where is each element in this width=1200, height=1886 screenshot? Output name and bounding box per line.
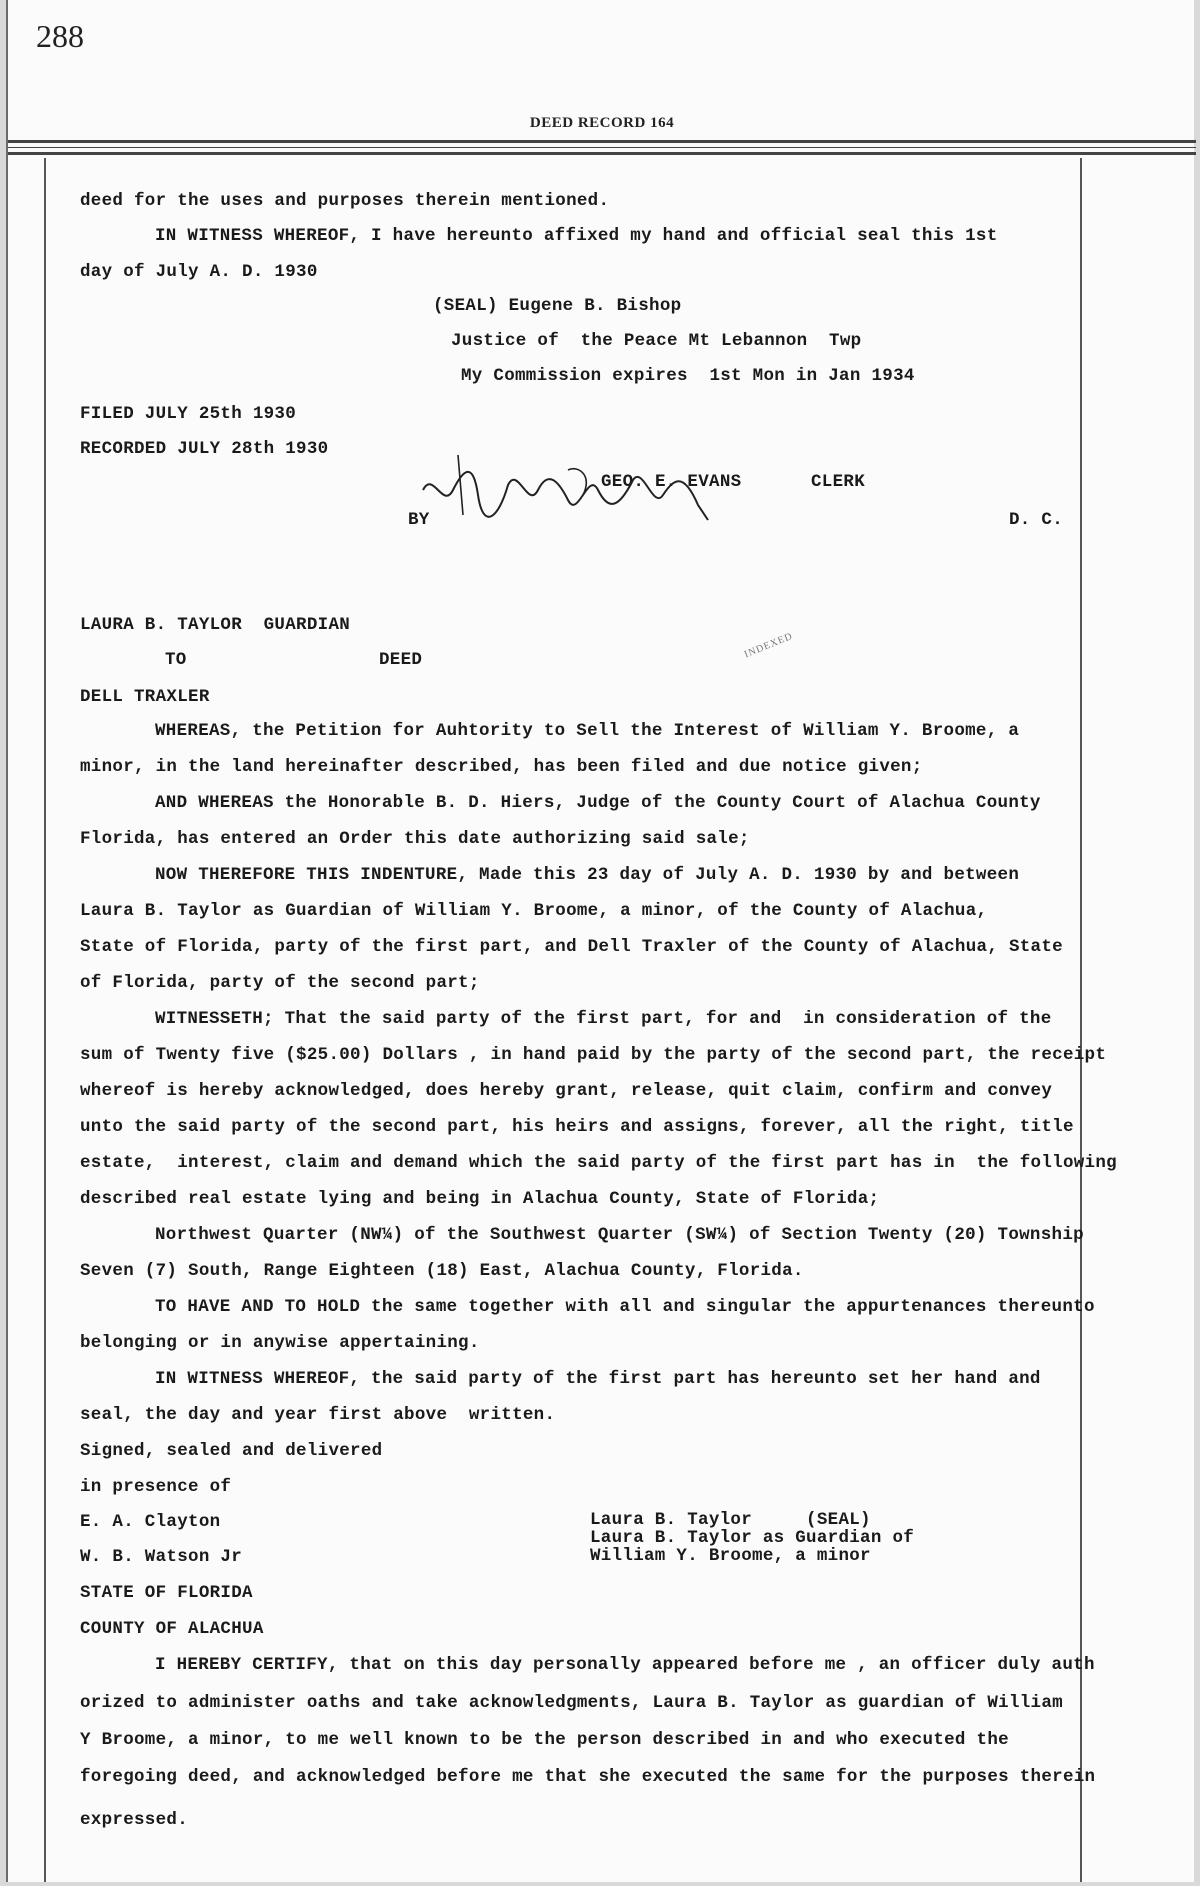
header-rule-top	[8, 140, 1196, 143]
text-line: day of July A. D. 1930	[80, 262, 318, 282]
text-line: WHEREAS, the Petition for Auhtority to Sell the Interest of William Y. Broome, a	[155, 721, 1020, 741]
text-line: William Y. Broome, a minor	[590, 1546, 871, 1566]
deputy-clerk-signature	[418, 450, 738, 550]
text-line: TO	[165, 650, 187, 670]
text-line: belonging or in anywise appertaining.	[80, 1333, 480, 1353]
text-line: COUNTY OF ALACHUA	[80, 1619, 264, 1639]
right-margin-line	[1080, 158, 1082, 1882]
text-line: IN WITNESS WHEREOF, the said party of the first part has hereunto set her hand and	[155, 1369, 1041, 1389]
text-line: CLERK	[811, 472, 866, 492]
text-line: Laura B. Taylor as Guardian of	[590, 1528, 915, 1548]
text-line: DEED	[379, 650, 423, 670]
page-number: 288	[36, 18, 84, 54]
text-line: in presence of	[80, 1477, 232, 1497]
text-line: Signed, sealed and delivered	[80, 1441, 383, 1461]
text-line: sum of Twenty five ($25.00) Dollars , in hand paid by the party of the second part, the receipt	[80, 1045, 1107, 1065]
left-margin-line	[44, 158, 46, 1882]
text-line: Northwest Quarter (NW¼) of the Southwest Quarter (SW¼) of Section Twenty (20) Township	[155, 1225, 1084, 1245]
text-line: of Florida, party of the second part;	[80, 973, 480, 993]
text-line: WITNESSETH; That the said party of the first part, for and in consideration of the	[155, 1009, 1052, 1029]
text-line: FILED JULY 25th 1930	[80, 404, 297, 424]
text-line: whereof is hereby acknowledged, does hereby grant, release, quit claim, confirm and convey	[80, 1081, 1053, 1101]
record-page	[6, 0, 1194, 1882]
text-line: DELL TRAXLER	[80, 687, 210, 707]
text-line: LAURA B. TAYLOR GUARDIAN	[80, 615, 351, 635]
text-line: (SEAL) Eugene B. Bishop	[433, 296, 682, 316]
text-line: unto the said party of the second part, his heirs and assigns, forever, all the right, title	[80, 1117, 1074, 1137]
indexed-stamp-icon: INDEXED	[742, 630, 795, 661]
header-rule-mid	[8, 147, 1196, 148]
text-line: described real estate lying and being in Alachua County, State of Florida;	[80, 1189, 880, 1209]
text-line: seal, the day and year first above written.	[80, 1405, 556, 1425]
text-line: foregoing deed, and acknowledged before me that she executed the same for the purposes therein	[80, 1767, 1096, 1787]
text-line: STATE OF FLORIDA	[80, 1583, 253, 1603]
record-book-header: DEED RECORD 164	[529, 115, 675, 131]
text-line: State of Florida, party of the first part, and Dell Traxler of the County of Alachua, State	[80, 937, 1063, 957]
text-line: BY	[408, 510, 430, 530]
text-line: E. A. Clayton	[80, 1512, 221, 1532]
text-line: TO HAVE AND TO HOLD the same together with all and singular the appurtenances thereunto	[155, 1297, 1095, 1317]
text-line: I HEREBY CERTIFY, that on this day personally appeared before me , an officer duly auth	[155, 1655, 1095, 1675]
text-line: NOW THEREFORE THIS INDENTURE, Made this 23 day of July A. D. 1930 by and between	[155, 865, 1020, 885]
text-line: Florida, has entered an Order this date authorizing said sale;	[80, 829, 750, 849]
text-line: My Commission expires 1st Mon in Jan 1934	[461, 366, 915, 386]
text-line: GEO. E. EVANS	[601, 472, 742, 492]
text-line: D. C.	[1009, 510, 1064, 530]
text-line: expressed.	[80, 1810, 189, 1830]
text-line: estate, interest, claim and demand which the said party of the first part has in the following	[80, 1153, 1117, 1173]
text-line: W. B. Watson Jr	[80, 1547, 243, 1567]
text-line: orized to administer oaths and take acknowledgments, Laura B. Taylor as guardian of William	[80, 1693, 1063, 1713]
header-rule-bottom	[8, 152, 1196, 155]
text-line: AND WHEREAS the Honorable B. D. Hiers, Judge of the County Court of Alachua County	[155, 793, 1041, 813]
text-line: deed for the uses and purposes therein mentioned.	[80, 191, 610, 211]
text-line: RECORDED JULY 28th 1930	[80, 439, 329, 459]
text-line: IN WITNESS WHEREOF, I have hereunto affixed my hand and official seal this 1st	[155, 226, 998, 246]
text-line: Y Broome, a minor, to me well known to be the person described in and who executed the	[80, 1730, 1009, 1750]
text-line: Justice of the Peace Mt Lebannon Twp	[451, 331, 862, 351]
text-line: minor, in the land hereinafter described, has been filed and due notice given;	[80, 757, 923, 777]
text-line: Seven (7) South, Range Eighteen (18) East, Alachua County, Florida.	[80, 1261, 804, 1281]
text-line: Laura B. Taylor as Guardian of William Y. Broome, a minor, of the County of Alachua,	[80, 901, 988, 921]
text-line: Laura B. Taylor (SEAL)	[590, 1510, 871, 1530]
